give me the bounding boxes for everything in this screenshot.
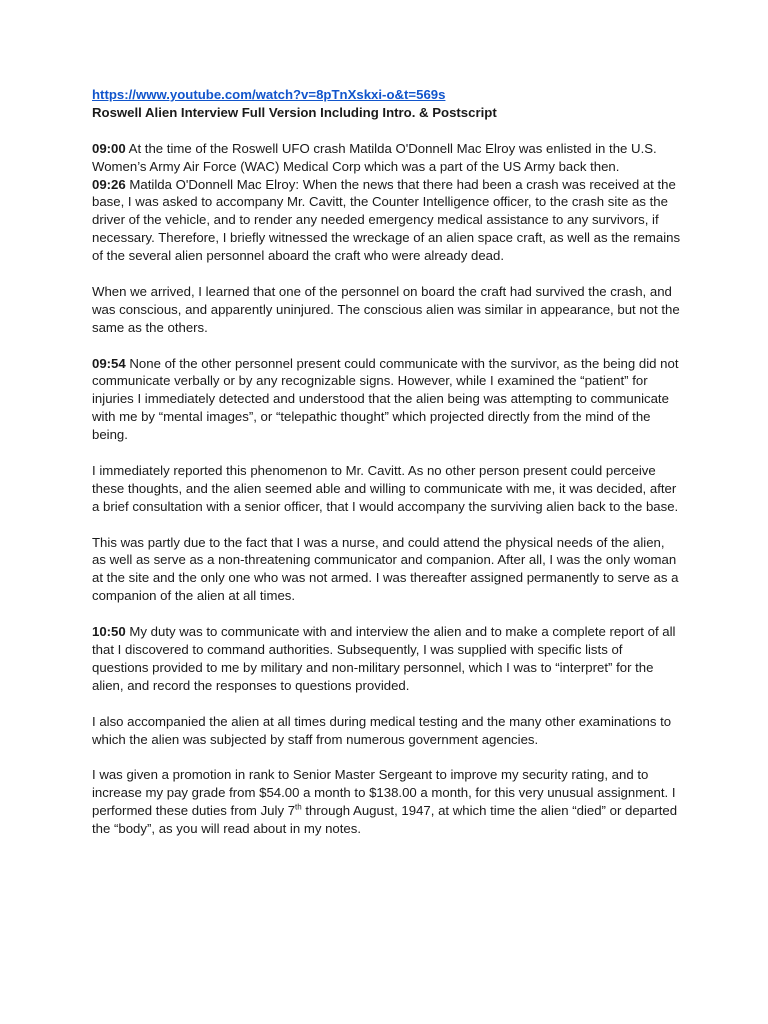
paragraph-text: My duty was to communicate with and interview the alien and to make a complete report of all that I discovered to command authorities. Subsequently, I was supplied with specific lists of questions provided to me by military and non-military personnel, which I was to “interpret” for the alien, and record the responses to questions provided. bbox=[92, 624, 676, 693]
paragraph-2 bbox=[92, 176, 682, 266]
paragraph-text: At the time of the Roswell UFO crash Matilda O'Donnell Mac Elroy was enlisted in the U.S. Women’s Army Air Force (WAC) Medical Corp which was a part of the US Army back then. bbox=[92, 140, 657, 174]
paragraph-text: I immediately reported this phenomenon to Mr. Cavitt. As no other person present could perceive these thoughts, and the alien seemed able and willing to communicate with me, it was decided, after a brief consultation with a senior officer, that I would accompany the surviving alien back to the base. bbox=[92, 462, 679, 514]
paragraph-1 bbox=[92, 140, 682, 176]
paragraph-6 bbox=[92, 534, 682, 606]
paragraph-text: This was partly due to the fact that I was a nurse, and could attend the physical needs of the alien, as well as serve as a non-threatening communicator and companion. After all, I was the only woman at the site and the only one who was not armed. I was thereafter assigned permanently to serve as a companion of the alien at all times. bbox=[92, 534, 679, 604]
paragraph-text: I also accompanied the alien at all times during medical testing and the many other examinations to which the alien was subjected by staff from numerous government agencies. bbox=[92, 713, 672, 747]
paragraph-4 bbox=[92, 355, 682, 445]
timestamp: 09:26 bbox=[92, 176, 126, 192]
paragraph-text-before: I was given a promotion in rank to Senior Master Sergeant to improve my security rating, and to increase my pay grade from $54.00 a month to $138.00 a month, for this very unusual assignment. I performed these duties from July 7 bbox=[92, 767, 676, 819]
timestamp: 10:50 bbox=[92, 624, 126, 640]
paragraph-8 bbox=[92, 713, 682, 749]
paragraph-5 bbox=[92, 462, 682, 516]
youtube-link[interactable]: https://www.youtube.com/watch?v=8pTnXskxi-o&t=569s bbox=[92, 87, 446, 102]
document-title: Roswell Alien Interview Full Version Including Intro. & Postscript bbox=[92, 104, 497, 120]
paragraph-text: Matilda O'Donnell Mac Elroy: When the news that there had been a crash was received at the base, I was asked to accompany Mr. Cavitt, the Counter Intelligence officer, to the crash site as the driver of the vehicle, and to render any needed emergency medical assistance to any survivors, if necessary. Therefore, I briefly witnessed the wreckage of an alien space craft, as well as the remains of the several alien personnel aboard the craft who were already dead. bbox=[92, 176, 681, 264]
paragraph-text: None of the other personnel present could communicate with the survivor, as the being did not communicate verbally or by any recognizable signs. However, while I examined the “patient” for injuries I immediately detected and understood that the alien being was attempting to communicate with me by “mental images”, or “telepathic thought” which projected directly from the mind of the being. bbox=[92, 355, 679, 443]
paragraph-3 bbox=[92, 283, 682, 337]
timestamp: 09:00 bbox=[92, 140, 126, 156]
paragraph-text: When we arrived, I learned that one of the personnel on board the craft had survived the crash, and was conscious, and apparently uninjured. The conscious alien was similar in appearance, but not the same as the others. bbox=[92, 283, 680, 335]
timestamp: 09:54 bbox=[92, 355, 126, 371]
ordinal-suffix: th bbox=[295, 802, 302, 812]
paragraph-7 bbox=[92, 623, 682, 695]
paragraph-9 bbox=[92, 766, 682, 838]
document-page bbox=[92, 86, 682, 838]
paragraph-text-after: through August, 1947, at which time the alien “died” or departed the “body”, as you will read about in my notes. bbox=[92, 803, 678, 837]
